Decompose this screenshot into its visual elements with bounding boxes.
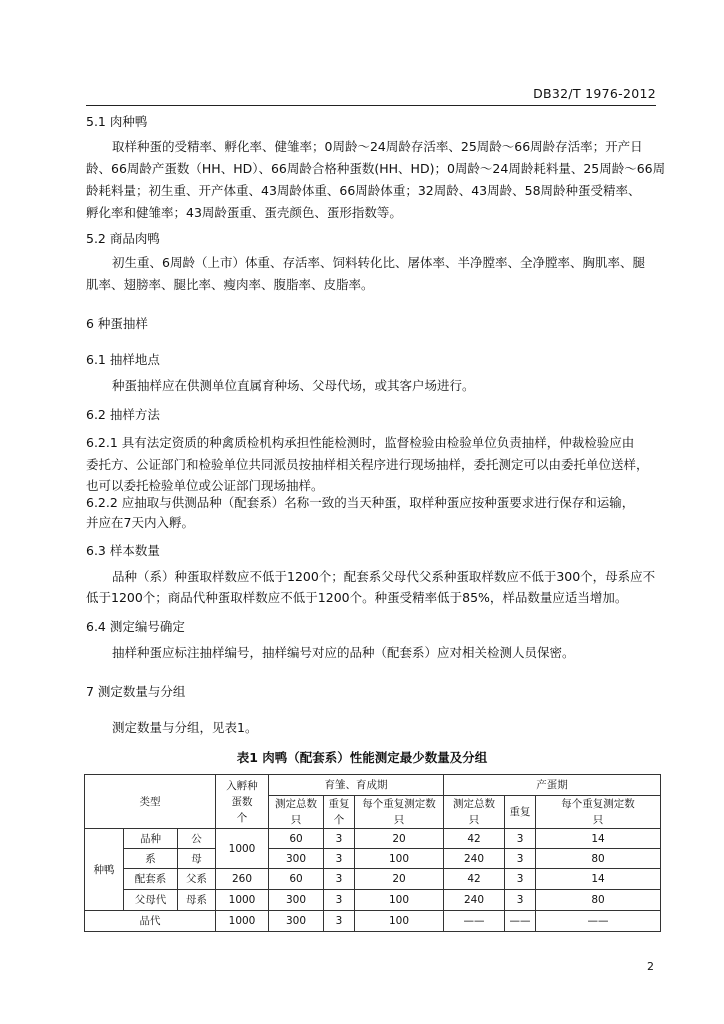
- paragraph-line: 也可以委托检验单位或公证部门现场抽样。: [86, 478, 324, 493]
- table-caption: 表1 肉鸭（配套系）性能测定最少数量及分组: [236, 750, 488, 765]
- cell-eggs: 1000: [216, 829, 269, 869]
- header-unit: 只: [393, 814, 405, 826]
- cell: 42: [444, 869, 505, 890]
- header-laying-repeat: 重复: [505, 796, 536, 829]
- label-muxi: 母系: [178, 890, 216, 911]
- cell: 300: [269, 890, 324, 911]
- cell: 14: [536, 869, 661, 890]
- paragraph-line: 种蛋抽样应在供测单位直属育种场、父母代场，或其客户场进行。: [112, 378, 475, 393]
- cell: 20: [355, 869, 444, 890]
- cell: 3: [505, 829, 536, 849]
- paragraph-line: 品种（系）种蛋取样数应不低于1200个；配套系父母代父系种蛋取样数应不低于300个，母系应不: [112, 569, 656, 584]
- cell: 80: [536, 849, 661, 869]
- paragraph-line: 测定数量与分组，见表1。: [112, 720, 258, 735]
- header-unit: 只: [290, 814, 302, 826]
- paragraph-line: 孵化率和健雏率；43周龄蛋重、蛋壳颜色、蛋形指数等。: [86, 205, 402, 220]
- cell-eggs: 1000: [216, 890, 269, 911]
- header-text: 重复: [328, 798, 350, 810]
- cell: 20: [355, 829, 444, 849]
- header-eggs-line3: 个: [236, 811, 248, 824]
- table-row: [85, 911, 661, 932]
- table-row: [85, 829, 661, 849]
- cell: 60: [269, 869, 324, 890]
- header-unit: 只: [468, 814, 480, 826]
- cell: 3: [324, 890, 355, 911]
- section-5-1-title: 5.1 肉种鸭: [86, 114, 148, 129]
- cell: 3: [505, 849, 536, 869]
- cell: 300: [269, 911, 324, 932]
- cell: ——: [444, 911, 505, 932]
- cell: 3: [505, 890, 536, 911]
- cell: 42: [444, 829, 505, 849]
- header-laying-per: [536, 796, 661, 829]
- standard-code: DB32/T 1976-2012: [533, 86, 656, 101]
- cell: 300: [269, 849, 324, 869]
- header-unit: 个: [333, 814, 345, 826]
- label-pindai: 品代: [85, 911, 216, 932]
- cell: 3: [324, 911, 355, 932]
- header-type: 类型: [85, 775, 216, 829]
- cell: 100: [355, 890, 444, 911]
- header-eggs-line2: 蛋数: [231, 795, 253, 808]
- section-7-title: 7 测定数量与分组: [86, 684, 186, 699]
- cell-eggs: 1000: [216, 911, 269, 932]
- paragraph-line: 初生重、6周龄（上市）体重、存活率、饲料转化比、屠体率、半净膛率、全净膛率、胸肌率、腿: [112, 255, 645, 270]
- label-peitao-line2: 父母代: [124, 890, 178, 911]
- label-mu: 母: [178, 849, 216, 869]
- cell: 60: [269, 829, 324, 849]
- label-peitao: 配套系: [124, 869, 178, 890]
- header-rearing: 育雏、育成期: [269, 775, 444, 796]
- paragraph-line: 6.2.2 应抽取与供测品种（配套系）名称一致的当天种蛋，取样种蛋应按种蛋要求进行保存和运输，: [86, 495, 635, 510]
- label-pinzhong: 品种: [124, 829, 178, 849]
- cell: 3: [324, 849, 355, 869]
- cell: 240: [444, 849, 505, 869]
- label-fuxi: 父系: [178, 869, 216, 890]
- header-eggs-line1: 入孵种: [226, 779, 258, 792]
- paragraph-line: 龄、66周龄产蛋数（HH、HD）、66周龄合格种蛋数(HH、HD)；0周龄～24周龄耗料量、25周龄～66周: [86, 161, 666, 176]
- header-rearing-per: [355, 796, 444, 829]
- header-eggs: [216, 775, 269, 829]
- header-rearing-total: [269, 796, 324, 829]
- section-6-1-title: 6.1 抽样地点: [86, 352, 160, 367]
- cell: 14: [536, 829, 661, 849]
- cell: 100: [355, 911, 444, 932]
- header-unit: 只: [592, 814, 604, 826]
- table-row: [85, 890, 661, 911]
- paragraph-line: 肌率、翅膀率、腿比率、瘦肉率、腹脂率、皮脂率。: [86, 277, 374, 292]
- cell-eggs: 260: [216, 869, 269, 890]
- section-5-2-title: 5.2 商品肉鸭: [86, 231, 160, 246]
- label-pinzhong-line2: 系: [124, 849, 178, 869]
- paragraph-line: 抽样种蛋应标注抽样编号，抽样编号对应的品种（配套系）应对相关检测人员保密。: [112, 645, 575, 660]
- section-6-4-title: 6.4 测定编号确定: [86, 619, 185, 634]
- performance-table: [84, 774, 661, 932]
- paragraph-line: 6.2.1 具有法定资质的种禽质检机构承担性能检测时，监督检验由检验单位负责抽样，仲裁检验应由: [86, 435, 635, 450]
- cell: ——: [536, 911, 661, 932]
- cell: 3: [505, 869, 536, 890]
- section-6-title: 6 种蛋抽样: [86, 316, 148, 331]
- cell: 80: [536, 890, 661, 911]
- table-row: [85, 849, 661, 869]
- section-6-2-title: 6.2 抽样方法: [86, 407, 160, 422]
- cell: 3: [324, 869, 355, 890]
- cell: ——: [505, 911, 536, 932]
- header-text: 每个重复测定数: [561, 798, 635, 810]
- paragraph-line: 低于1200个；商品代种蛋取样数应不低于1200个。种蛋受精率低于85%，样品数量应适当增加。: [86, 590, 628, 605]
- paragraph-line: 取样种蛋的受精率、孵化率、健雏率；0周龄～24周龄存活率、25周龄～66周龄存活率；开产日: [112, 139, 643, 154]
- section-6-3-title: 6.3 样本数量: [86, 543, 160, 558]
- label-zhongya: 种鸭: [85, 829, 124, 911]
- page-number: 2: [647, 960, 654, 973]
- header-rule: [86, 105, 656, 106]
- cell: 100: [355, 849, 444, 869]
- header-rearing-repeat: [324, 796, 355, 829]
- header-laying: 产蛋期: [444, 775, 661, 796]
- cell: 3: [324, 829, 355, 849]
- paragraph-line: 龄耗料量；初生重、开产体重、43周龄体重、66周龄体重；32周龄、43周龄、58周龄种蛋受精率、: [86, 183, 641, 198]
- paragraph-line: 委托方、公证部门和检验单位共同派员按抽样相关程序进行现场抽样，委托测定可以由委托单位送样，: [86, 457, 649, 472]
- cell: 240: [444, 890, 505, 911]
- header-text: 每个重复测定数: [362, 798, 436, 810]
- table-row: [85, 869, 661, 890]
- header-text: 测定总数: [453, 798, 496, 810]
- header-laying-total: [444, 796, 505, 829]
- header-text: 测定总数: [275, 798, 318, 810]
- label-gong: 公: [178, 829, 216, 849]
- paragraph-line: 并应在7天内入孵。: [86, 515, 194, 530]
